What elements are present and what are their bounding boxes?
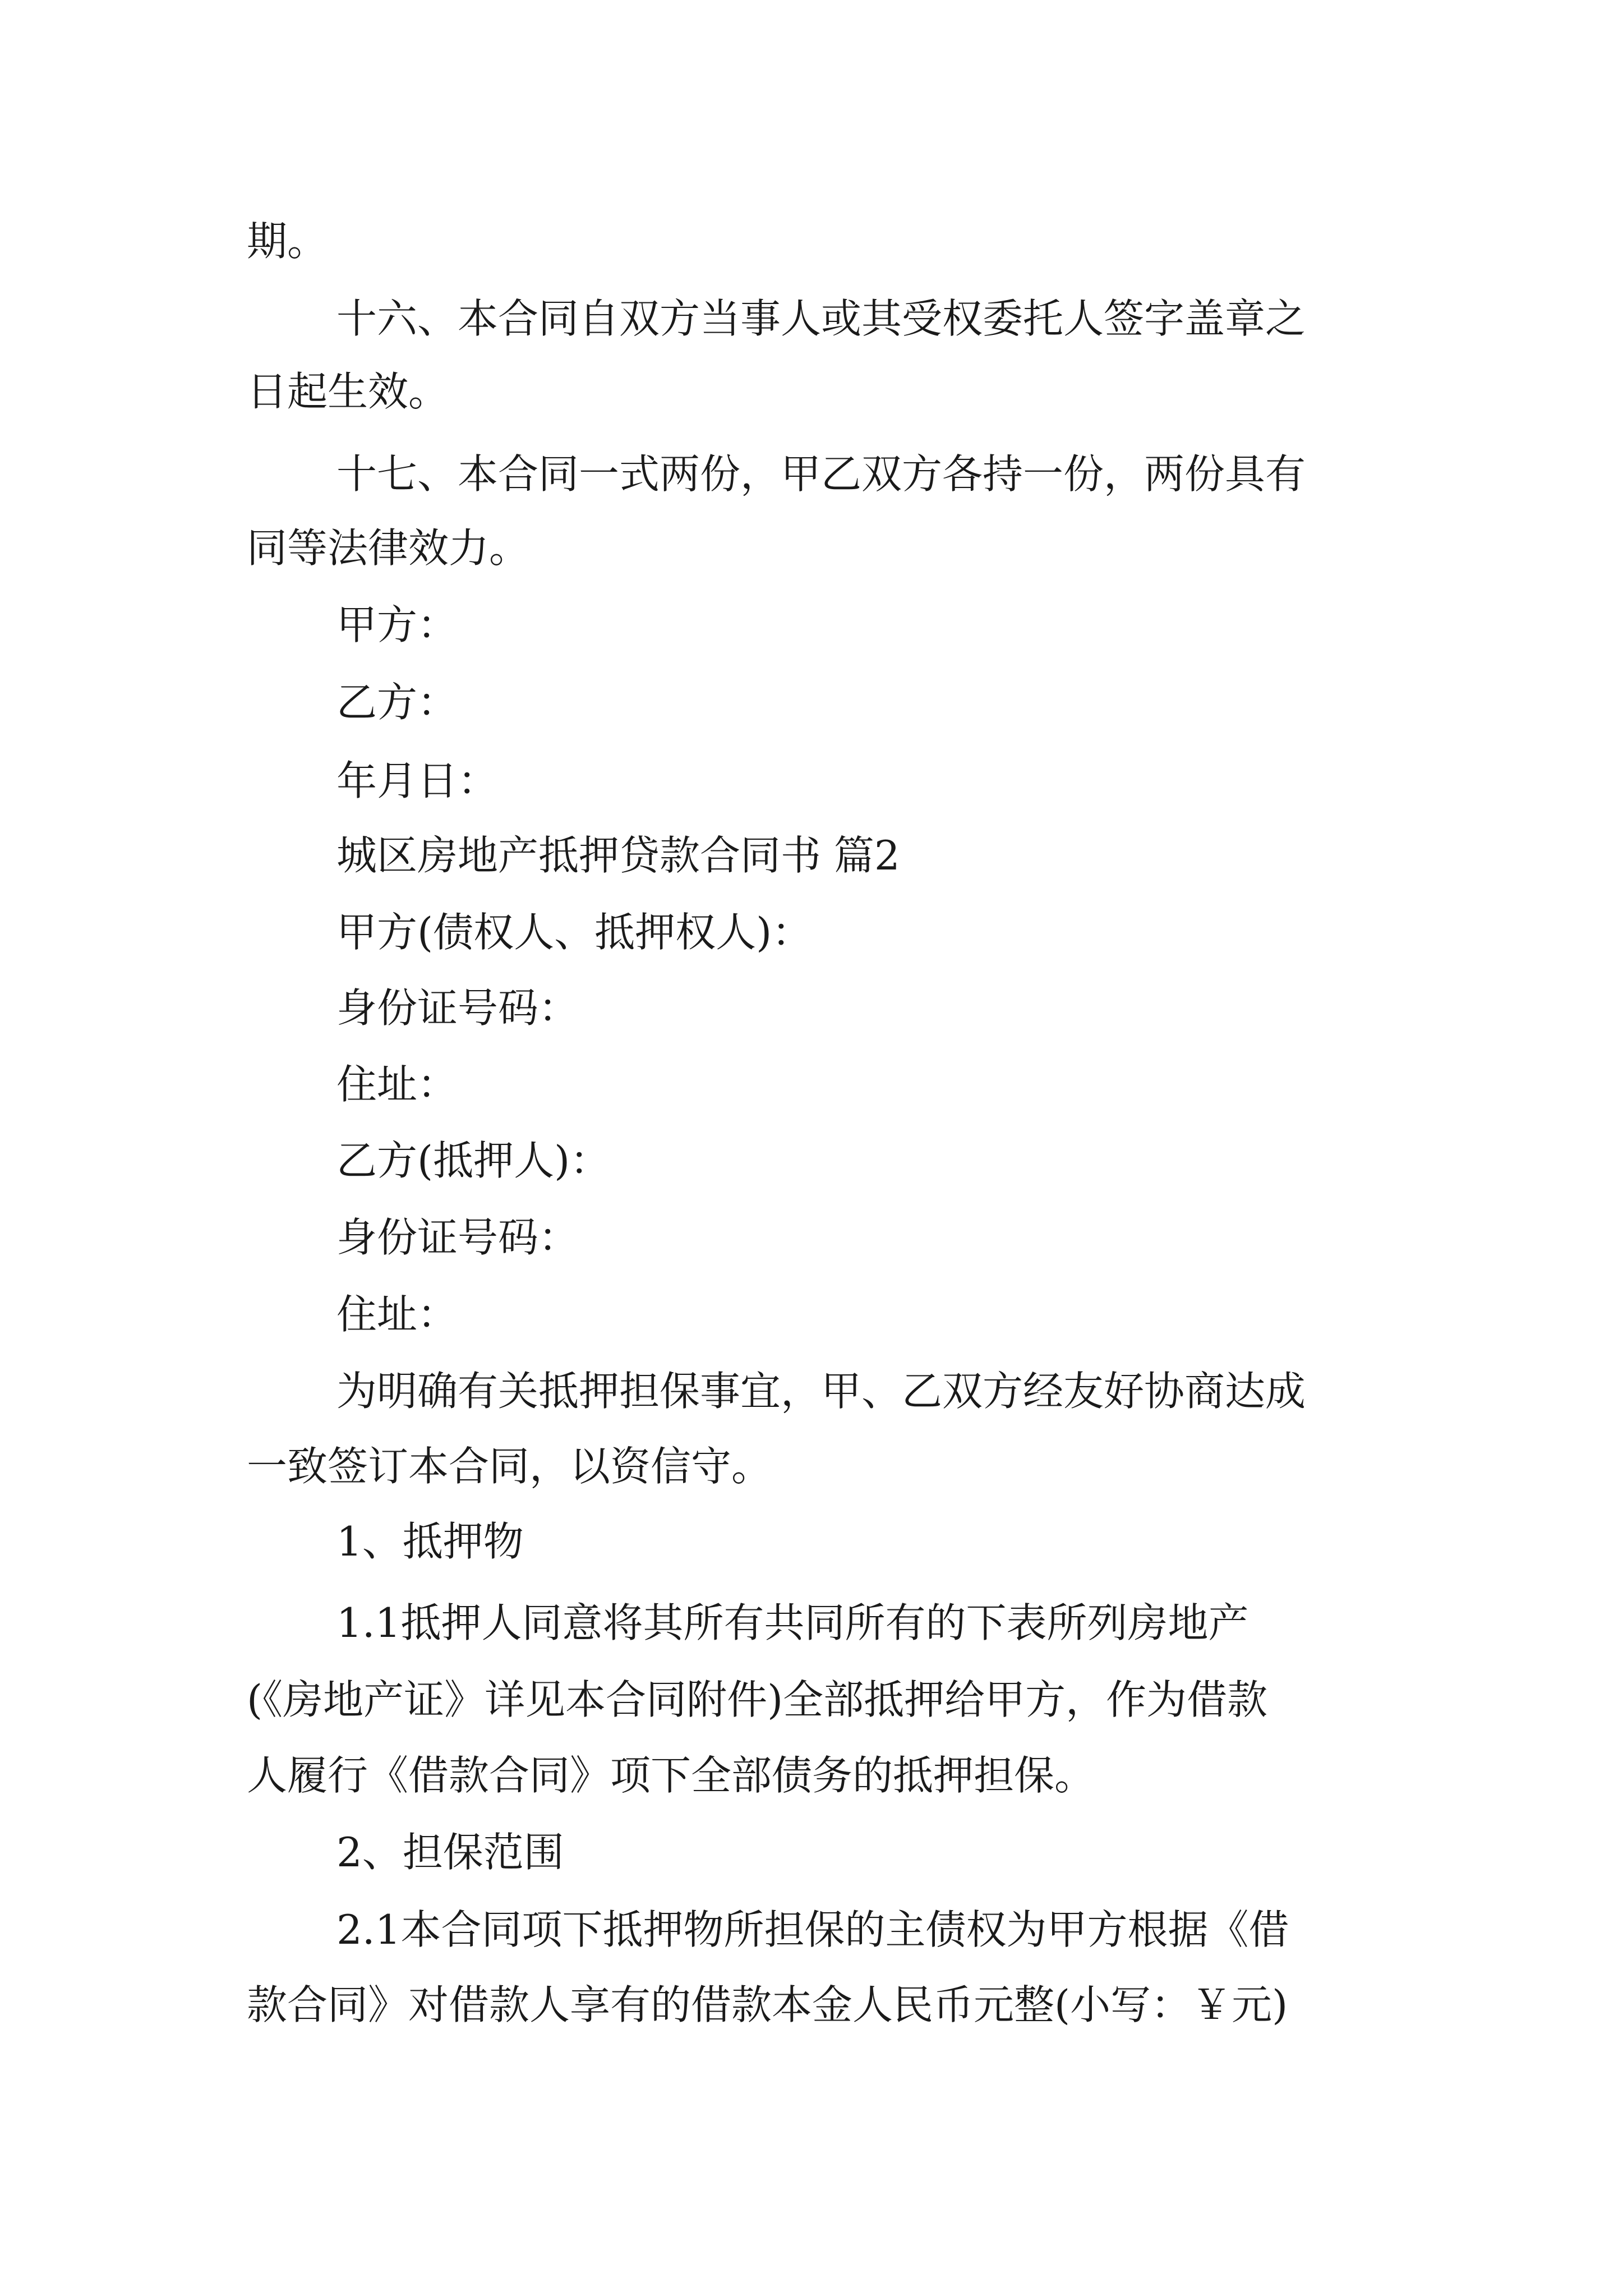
party-a-label: 甲方： [336,601,458,648]
address-label: 住址： [336,1061,458,1108]
party-a-creditor-label: 甲方(债权人、抵押权人)： [336,909,813,956]
article-2-heading: 2、担保范围 [336,1829,564,1876]
text-line: (《房地产证》详见本合同附件)全部抵押给甲方，作为借款 [247,1676,1268,1723]
text-line: 人履行《借款合同》项下全部债务的抵押担保。 [247,1752,1095,1799]
address-label: 住址： [336,1291,458,1338]
section-heading: 城区房地产抵押贷款合同书 篇2 [336,832,900,879]
id-number-label: 身份证号码： [336,984,579,1032]
clause-2-1-text: 2.1本合同项下抵押物所担保的主债权为甲方根据《借 [336,1906,1289,1953]
preamble-text: 为明确有关抵押担保事宜，甲、乙双方经友好协商达成 [336,1368,1306,1415]
text-line: 款合同》对借款人享有的借款本金人民币元整(小写：￥元) [247,1981,1288,2028]
date-label: 年月日： [336,757,499,804]
clause-1-1-text: 1.1抵押人同意将其所有共同所有的下表所列房地产 [336,1599,1249,1646]
article-1-heading: 1、抵押物 [336,1518,524,1565]
id-number-label: 身份证号码： [336,1214,579,1261]
text-line: 同等法律效力。 [247,524,530,572]
text-line: 日起生效。 [247,368,449,415]
clause-17-text: 十七、本合同一式两份，甲乙双方各持一份，两份具有 [336,450,1306,498]
clause-16-text: 十六、本合同自双方当事人或其受权委托人签字盖章之 [336,295,1306,342]
party-b-mortgagor-label: 乙方(抵押人)： [336,1137,611,1184]
text-line: 期。 [247,218,328,265]
party-b-label: 乙方： [336,679,458,726]
text-line: 一致签订本合同，以资信守。 [247,1443,772,1490]
